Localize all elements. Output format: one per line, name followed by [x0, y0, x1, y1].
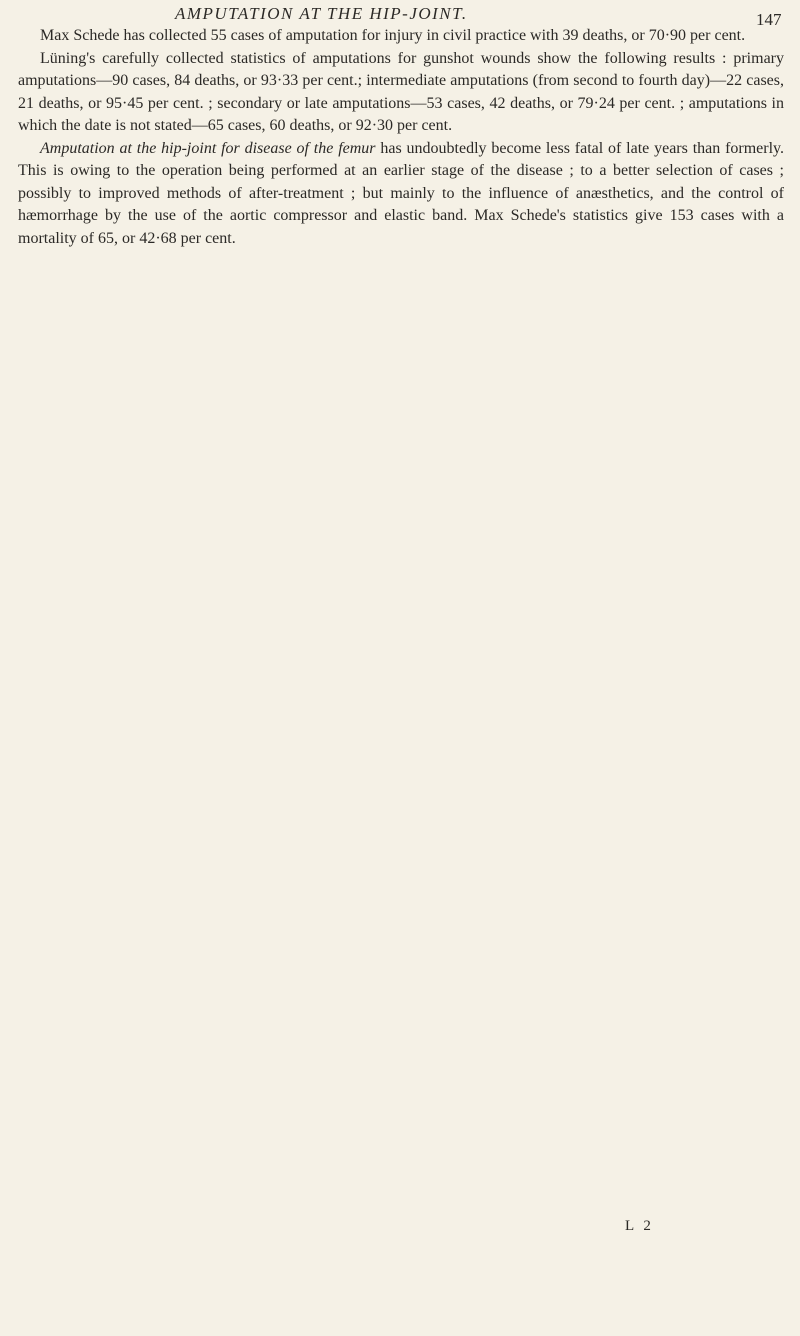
- body-text: [18, 25, 784, 250]
- paragraph-text: has undoubtedly become less fatal of late years than formerly. This is owing to the operation being performed at an earlier stage of the disease ; to a better selection of cases ; possibly to improved methods of after-treatment ; but mainly to the influence of anæsthetics, and the control of hæmorrhage by the use of the aortic compressor and elastic band. Max Schede's statistics give 153 cases with a mortality of 65, or 42·68 per cent.: [18, 139, 785, 247]
- page-number: 147: [756, 10, 782, 29]
- paragraph-text: Lüning's carefully collected statistics of amputations for gunshot wounds show the following results : primary amputations—90 cases, 84 deaths, or 93·33 per cent.; intermediate amputations (from second to fourth day)—22 cases, 21 deaths, or 95·45 per cent. ; secondary or late amputations—53 cases, 42 deaths, or 79·24 per cent. ; amputations in which the date is not stated—65 cases, 60 deaths, or 92·30 per cent.: [18, 49, 784, 134]
- italic-lead: Amputation at the hip-joint for disease of the femur: [40, 139, 376, 157]
- paragraph-schede: [18, 25, 784, 48]
- signature-mark: L 2: [625, 1218, 654, 1234]
- paragraph-hip-joint-disease: [18, 138, 784, 251]
- paragraph-luning: [18, 48, 784, 138]
- running-title: AMPUTATION AT THE HIP-JOINT.: [175, 4, 468, 23]
- paragraph-text: Max Schede has collected 55 cases of amputation for injury in civil practice with 39 deaths, or 70·90 per cent.: [40, 27, 746, 44]
